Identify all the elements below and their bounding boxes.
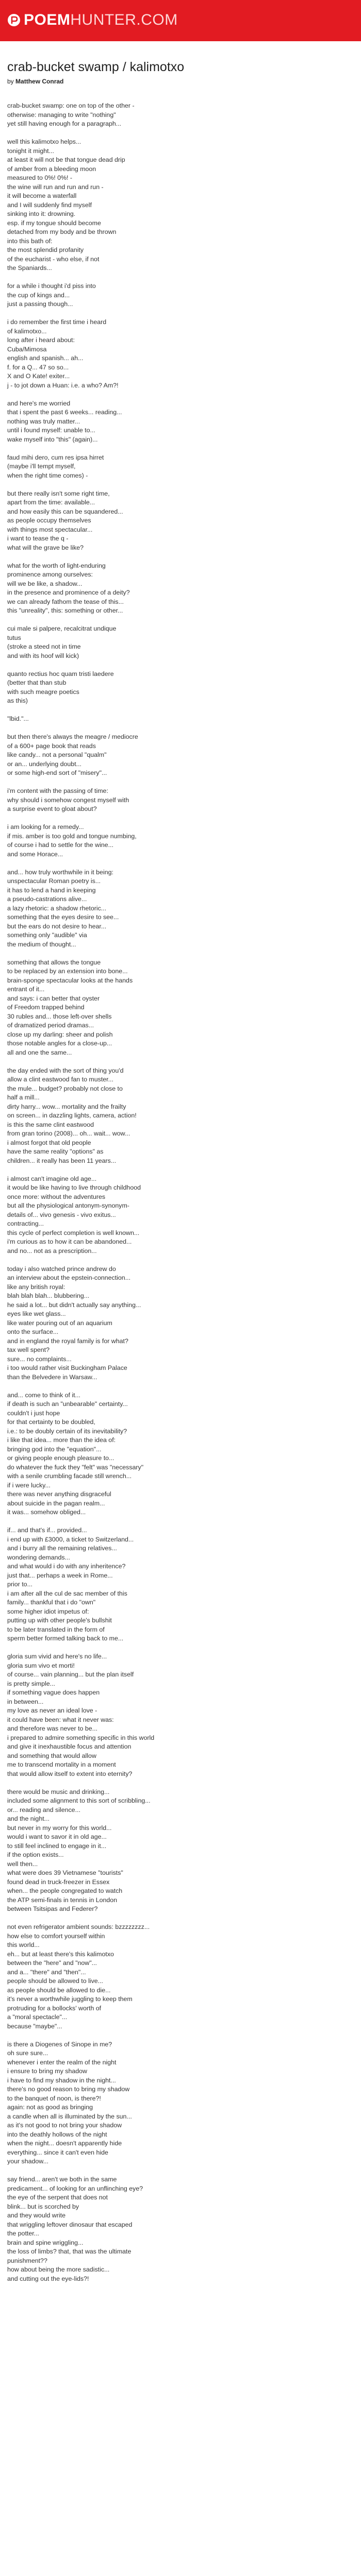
poem-body: crab-bucket swamp: one on top of the other - otherwise: managing to write "nothing" yet still having enough for a paragraph... well this kalimotxo helps... tonight it might... at least it will not be that tongue dead drip of amber from a bleeding moon measured to 0%! 0%! - the wine will run and run and run - it will become a waterfall and I will suddenly find myself sinking into it: drowning. esp. if my tongue should become detached from my body and be thrown into this bath of: the most splendid profanity of the eucharist - who else, if not the Spaniards... for a while i thought i'd piss into the cup of kings and... just a passing though... i do remember the first time i heard of kalimotxo... long after i heard about: Cuba/Mimosa english and spanish... ah... f. for a Q... 47 so so... X and O Kate! exiter... j - to jot down a Huan: i.e. a who? Am?! and here's me worried that i spent the past 6 weeks... reading... nothing was truly matter... until i found myself: unable to... wake myself into "this" (again)... faud mihi dero, cum res ipsa hirret (maybe i'll tempt myself, when the right time comes) - but there really isn't some right time, apart from the time: available... and how easily this can be squandered... as people occupy themselves with things most spectacular... i want to tease the q - what will the grave be like? what for the worth of light-enduring prominence among ourselves: will we be like, a shadow... in the presence and prominence of a deity? we can already fathom the tease of this... this "unreality", this: something or other... cui male si palpere, recalcitrat undique tutus (stroke a steed not in time and with its hoof will kick) quanto rectius hoc quam tristi laedere (better that than stub with such meagre poetics as this) "lbid."... but then there's always the meagre / mediocre of a 600+ page book that reads like candy... not a personal "qualm" or an... underlying doubt... or some high-end sort of "misery"... i'm content with the passing of time: why should i somehow congest myself with a surprise event to gloat about? i am looking for a remedy... if mis. amber is too gold and tongue numbing, of course i had to settle for the wine... and some Horace... and... how truly worthwhile in it being: unspectacular Roman poetry is... it has to lend a hand in keeping a pseudo-castrations alive... a lazy rhetoric: a shadow rhetoric... something that the eyes desire to see... but the ears do not desire to hear... something only "audible" via the medium of thought... something that allows the tongue to be replaced by an extension into bone... brain-sponge spectacular looks at the hands entrant of it... and says: i can better that oyster of Freedom trapped behind 30 rubles and... those left-over shells of dramatized period dramas... close up my darling: sheer and polish those notable angles for a close-up... all and one the same... the day ended with the sort of thing you'd allow a clint eastwood fan to muster... the mule... budget? probably not close to half a mill... dirty harry... wow... mortality and the frailty on screen... in dazzling lights, camera, action! is this the same clint eastwood from gran torino (2008)... oh... wait... wow... i almost forgot that old people have the same reality "options" as children... it really has been 11 years... i almost can't imagine old age... it would be like having to live through childhood once more: without the adventures but all the physiological antonym-synonym- details of... vivo genesis - vivo exitus... contracting... this cycle of perfect completion is well known... i'm curious as to how it can be abandoned... and no... not as a prescription... today i also watched prince andrew do an interview about the epstein-connection... like any british royal: blah blah blah... blubbering... he said a lot... but didn't actually say anything... eyes like wet glass... like water pouring out of an aquarium onto the surface... and in england the royal family is for what? tax well spent? sure... no complaints... i too would rather visit Buckingham Palace than the Belvedere in Warsaw... and... come to think of it... if death is such an "unbearable" certainty... couldn't i just hope for that certainty to be doubled, i.e.: to be doubly certain of its inevitability? i like that idea... more than the idea of: bringing god into the "equation"... or giving people enough pleasure to... do whatever the fuck they "felt" was "necessary" with a senile crumbling facade still wrench... if i were lucky... there was never anything disgraceful about suicide in the pagan realm... it was... somehow obliged... if... and that's if... provided... i end up with £3000, a ticket to Switzerland... and i burry all the remaining relatives... wondering demands... and what would i do with any inheritence? just that... perhaps a week in Rome... prior to... i am after all the cul de sac member of this family... thankful that i do "own" some higher idiot impetus of: putting up with other people's bullshit to be later translated in the form of sperm better formed talking back to me... gloria sum vivid and here's no life... gloria sum vivo et morti! of course... vain planning... but the plan itself is pretty simple... if something vague does happen in between... my love as never an ideal love - it could have been: what it never was: and therefore was never to be... i prepared to admire something specific in this world and give it inexhaustible focus and attention and something that would allow me to transcend mortality in a moment that would allow itself to extent into eternity? there would be music and drinking... included some alignment to this sort of scribbling... or... reading and silence... and the night... but never in my worry for this world... would i want to savor it in old age... to still feel inclined to engage in it... if the option exists... well then... what were does 39 Vietnamese "tourists" found dead in truck-freezer in Essex when... the people congregated to watch the ATP semi-finals in tennis in London between Tsitsipas and Federer? not even refrigerator ambient sounds: bzzzzzzzz... how else to comfort yourself within this world... eh... but at least there's this kalimotxo between the "here" and "now"... and a... "there" and "then"... people should be allowed to live... as people should be allowed to die... it's never a worthwhile juggling to keep them protruding for a bollocks' worth of a "moral spectacle"... because "maybe"... is there a Diogenes of Sinope in me? oh sure sure... whenever i enter the realm of the night i ensure to bring my shadow i have to find my shadow in the night... there's no good reason to bring my shadow to the banquet of noon, is there?! again: not as good as bringing a candle when all is illuminated by the sun... as it's not good to not bring your shadow into the deathly hollows of the night when the night... doesn't apparently hide everything... since it can't even hide your shadow... say friend... aren't we both in the same predicament... of looking for an unflinching eye? the eye of the serpent that does not blink... but is scorched by and they would write that wriggling leftover dinosaur that escaped the potter... brain and spine wriggling... the loss of limbs? that, that was the ultimate punishment?? how about being the more sadistic... and cutting out the eye-lids?! — [7, 102, 155, 2282]
poem-container — [7, 59, 354, 2283]
poem-title: crab-bucket swamp / kalimotxo — [7, 60, 185, 74]
poemhunter-logo-icon — [7, 13, 21, 27]
byline-prefix: by — [7, 78, 14, 85]
logo-primary-text: POEM — [24, 11, 71, 28]
poem-byline — [7, 78, 354, 85]
site-header — [0, 0, 361, 41]
site-logo-link[interactable] — [7, 10, 178, 30]
logo-secondary-text: HUNTER.COM — [70, 11, 178, 28]
author-link[interactable]: Matthew Conrad — [15, 78, 64, 85]
